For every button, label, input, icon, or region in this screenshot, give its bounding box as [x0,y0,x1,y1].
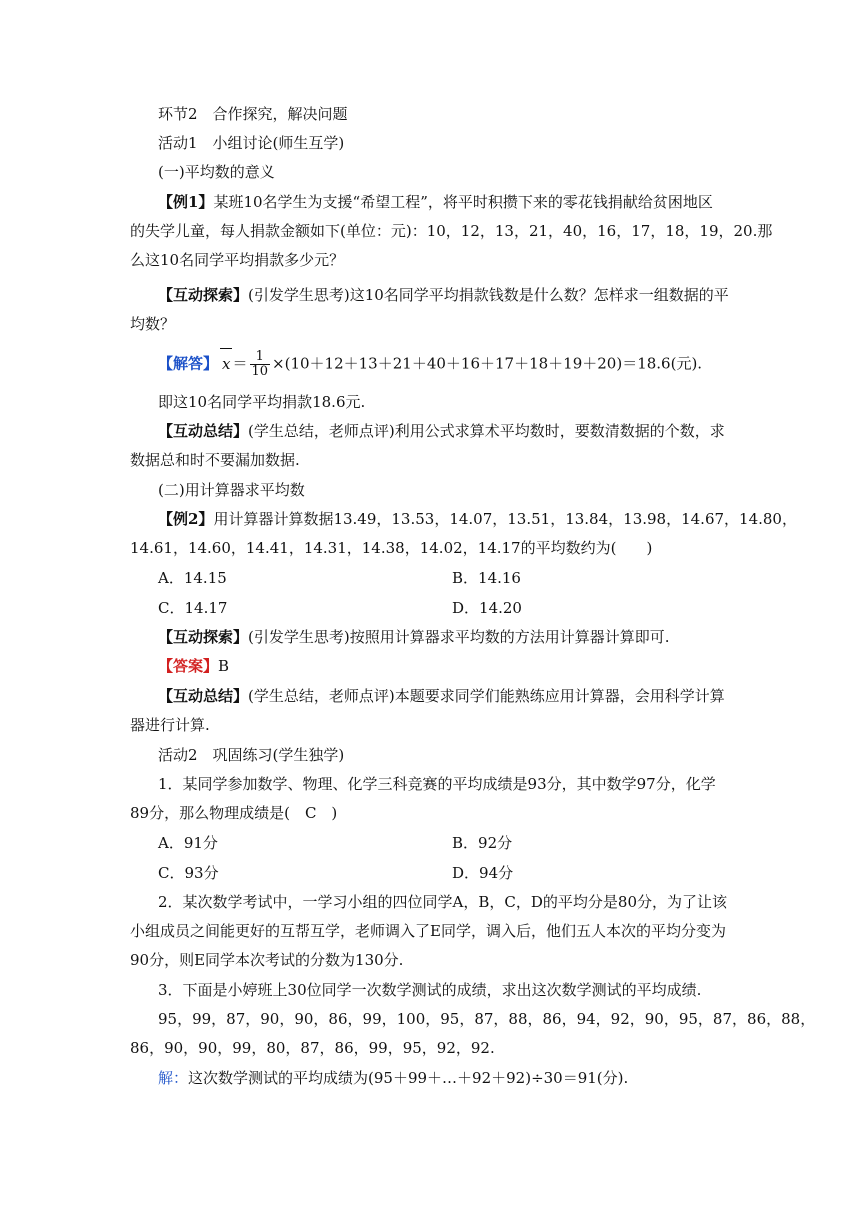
part2-title: (二)用计算器求平均数 [158,481,305,499]
q1-line1: 1．某同学参加数学、物理、化学三科竞赛的平均成绩是93分，其中数学97分，化学 [158,775,716,793]
example2-option-b: B．14.16 [452,569,521,587]
example1-line1: 【例1】某班10名学生为支援“希望工程”，将平时积攒下来的零花钱捐献给贫困地区 [158,193,713,211]
answer2-tag: 【答案】 [158,657,219,675]
q3-solution: 解：这次数学测试的平均成绩为(95＋99＋…＋92＋92)÷30＝91(分). [158,1069,629,1087]
example1-tag: 【例1】 [158,193,214,211]
solution1-formula: 【解答】 x ＝ $\frac{1}{10}$ ×(10＋12＋13＋21＋40＋16＋17＋18＋19＋20)＝18.6(元). [158,349,703,379]
answer2 [158,656,229,676]
q1-line2: 89分，那么物理成绩是( C ) [130,804,338,822]
summary2-line2: 器进行计算. [130,716,210,734]
summary1-line1: 【互动总结】(学生总结，老师点评)利用公式求算术平均数时，要数清数据的个数，求 [158,422,725,440]
example2-option-a: A．14.15 [158,569,227,587]
explore1-line1: 【互动探索】(引发学生思考)这10名同学平均捐款钱数是什么数？怎样求一组数据的平 [158,286,729,304]
q3-line1: 3．下面是小婷班上30位同学一次数学测试的成绩，求出这次数学测试的平均成绩. [158,981,702,999]
q3-line2: 95，99，87，90，90，86，99，100，95，87，88，86，94，92，90，95，87，86，88， [158,1010,816,1028]
example2-option-d: D．14.20 [452,599,522,617]
summary2-line1: 【互动总结】(学生总结，老师点评)本题要求同学们能熟练应用计算器，会用科学计算 [158,687,725,705]
q1-option-a: A．91分 [158,834,218,852]
q3-line3: 86，90，90，99，80，87，86，99，95，92，92. [130,1039,495,1057]
explore2-tag: 【互动探索】 [158,628,249,646]
activity2-title: 活动2 巩固练习(学生独学) [158,746,345,764]
summary1-line2: 数据总和时不要漏加数据. [130,451,300,469]
solution1-tag: 【解答】 [158,354,219,373]
q2-line2: 小组成员之间能更好的互帮互学，老师调入了E同学，调入后，他们五人本次的平均分变为 [130,922,726,940]
q2-line3: 90分，则E同学本次考试的分数为130分. [130,951,404,969]
summary2-tag: 【互动总结】 [158,687,249,705]
explore1-tag: 【互动探索】 [158,286,249,304]
q1-option-d: D．94分 [452,864,514,882]
explore1-line2: 均数？ [130,315,176,333]
q1-option-b: B．92分 [452,834,513,852]
activity1-title: 活动1 小组讨论(师生互学) [158,134,345,152]
part1-title: (一)平均数的意义 [158,163,275,181]
summary1-tag: 【互动总结】 [158,422,249,440]
example2-line1: 【例2】用计算器计算数据13.49，13.53，14.07，13.51，13.84，13.98，14.67，14.80， [158,510,797,528]
q2-line1: 2．某次数学考试中，一学习小组的四位同学A，B，C，D的平均分是80分，为了让该 [158,893,727,911]
answer2-value: B [218,657,230,675]
example1-line3: 么这10名同学平均捐款多少元？ [130,251,345,269]
example1-line2: 的失学儿童，每人捐款金额如下(单位：元)：10，12，13，21，40，16，17，18，19，20.那 [130,222,773,240]
example2-option-c: C．14.17 [158,599,228,617]
x-bar-symbol: x [222,354,231,373]
section-title: 环节2 合作探究，解决问题 [158,105,348,123]
explore2-line1: 【互动探索】(引发学生思考)按照用计算器求平均数的方法用计算器计算即可. [158,628,670,646]
q1-option-c: C．93分 [158,864,219,882]
q3-solution-tag: 解： [158,1069,189,1087]
example2-line2: 14.61，14.60，14.41，14.31，14.38，14.02，14.17的平均数约为( ) [130,539,653,557]
solution1-conclusion: 即这10名同学平均捐款18.6元. [158,393,366,411]
example2-tag: 【例2】 [158,510,214,528]
fraction-one-tenth: $\frac{1}{10}$ [251,349,269,379]
